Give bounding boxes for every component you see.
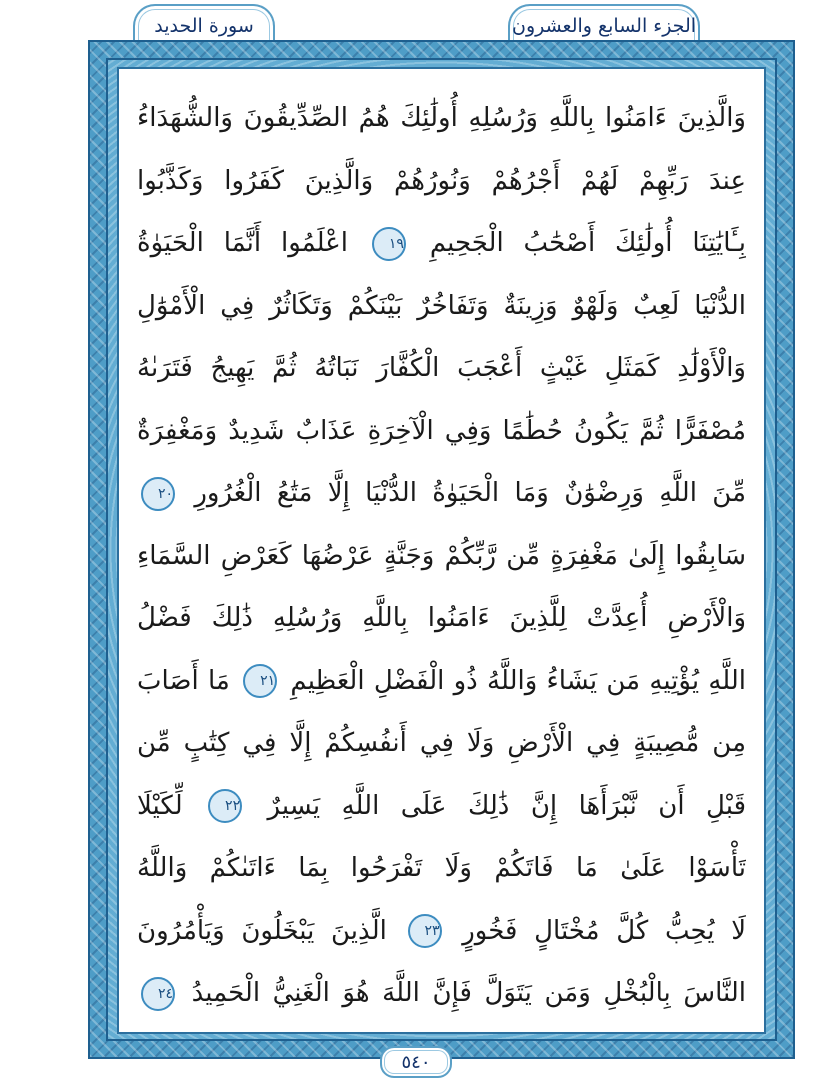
verse-text: سَابِقُوا إِلَىٰ مَغْفِرَةٍ مِّن رَّبِّكُمْ وَجَنَّةٍ عَرْضُهَا كَعَرْضِ السَّمَاءِ [137,540,746,571]
ornamental-frame [88,40,795,1059]
verse-text: لِّكَيْلَا [137,790,183,821]
text-line [137,85,746,151]
text-line [137,273,746,339]
verse-number-marker: ٢٤ [141,977,175,1011]
verse-text: مِن مُّصِيبَةٍ فِي الْأَرْضِ وَلَا فِي أَنفُسِكُمْ إِلَّا فِي كِتَٰبٍ مِّن [137,728,746,758]
text-line [137,835,746,901]
text-line [137,710,746,776]
text-line [137,648,746,714]
verse-text: الَّذِينَ يَبْخَلُونَ وَيَأْمُرُونَ [137,915,387,946]
verse-text: عِندَ رَبِّهِمْ لَهُمْ أَجْرُهُمْ وَنُورُهُمْ وَالَّذِينَ كَفَرُوا وَكَذَّبُوا [137,165,746,196]
text-line [137,960,746,1026]
verse-lines [137,85,746,1022]
text-line [137,210,746,276]
juz-label: الجزء السابع والعشرون [512,15,697,37]
verse-text: تَأْسَوْا عَلَىٰ مَا فَاتَكُمْ وَلَا تَفْرَحُوا بِمَا ءَاتَىٰكُمْ وَاللَّهُ [137,853,746,883]
text-line [137,773,746,839]
verse-text: مُصْفَرًّا ثُمَّ يَكُونُ حُطَٰمًا وَفِي الْآخِرَةِ عَذَابٌ شَدِيدٌ وَمَغْفِرَةٌ [137,415,746,446]
verse-text: مِّنَ اللَّهِ وَرِضْوَٰنٌ وَمَا الْحَيَوٰةُ الدُّنْيَا إِلَّا مَتَٰعُ الْغُرُورِ [194,478,746,508]
verse-text: مَا أَصَابَ [137,665,230,696]
text-line [137,460,746,526]
verse-text: وَالَّذِينَ ءَامَنُوا بِاللَّهِ وَرُسُلِهِ أُولَٰئِكَ هُمُ الصِّدِّيقُونَ وَالشُّهَدَاءُ [137,103,746,133]
verse-text: وَالْأَرْضِ أُعِدَّتْ لِلَّذِينَ ءَامَنُوا بِاللَّهِ وَرُسُلِهِ ذَٰلِكَ فَضْلُ [137,603,746,633]
quran-text-panel [117,67,766,1034]
text-line [137,523,746,589]
verse-number-marker: ٢١ [243,664,277,698]
verse-number-marker: ٢٣ [408,914,442,948]
verse-text: قَبْلِ أَن نَّبْرَأَهَا إِنَّ ذَٰلِكَ عَلَى اللَّهِ يَسِيرٌ [267,790,746,821]
verse-text: اللَّهِ يُؤْتِيهِ مَن يَشَاءُ وَاللَّهُ ذُو الْفَضْلِ الْعَظِيمِ [290,665,746,696]
verse-text: وَالْأَوْلَٰدِ كَمَثَلِ غَيْثٍ أَعْجَبَ الْكُفَّارَ نَبَاتُهُ ثُمَّ يَهِيجُ فَتَرَىٰهُ [137,353,746,383]
page-number [380,1046,452,1078]
verse-number-marker: ١٩ [372,227,406,261]
surah-label: سورة الحديد [154,15,254,37]
text-line [137,585,746,651]
text-line [137,148,746,214]
text-line [137,398,746,464]
text-line [137,335,746,401]
verse-text: النَّاسَ بِالْبُخْلِ وَمَن يَتَوَلَّ فَإِنَّ اللَّهَ هُوَ الْغَنِيُّ الْحَمِيدُ [191,978,746,1008]
verse-text: لَا يُحِبُّ كُلَّ مُخْتَالٍ فَخُورٍ [462,915,746,946]
text-line [137,898,746,964]
verse-number-marker: ٢٠ [141,477,175,511]
verse-text: بِـَٔايَٰتِنَا أُولَٰئِكَ أَصْحَٰبُ الْجَحِيمِ [429,228,746,258]
verse-text: الدُّنْيَا لَعِبٌ وَلَهْوٌ وَزِينَةٌ وَتَفَاخُرٌ بَيْنَكُمْ وَتَكَاثُرٌ فِي الْأَمْوَٰلِ [137,290,746,321]
verse-number-marker: ٢٢ [208,789,242,823]
page-number-label: ٥٤٠ [401,1051,431,1073]
verse-text: اعْلَمُوا أَنَّمَا الْحَيَوٰةُ [137,228,349,258]
